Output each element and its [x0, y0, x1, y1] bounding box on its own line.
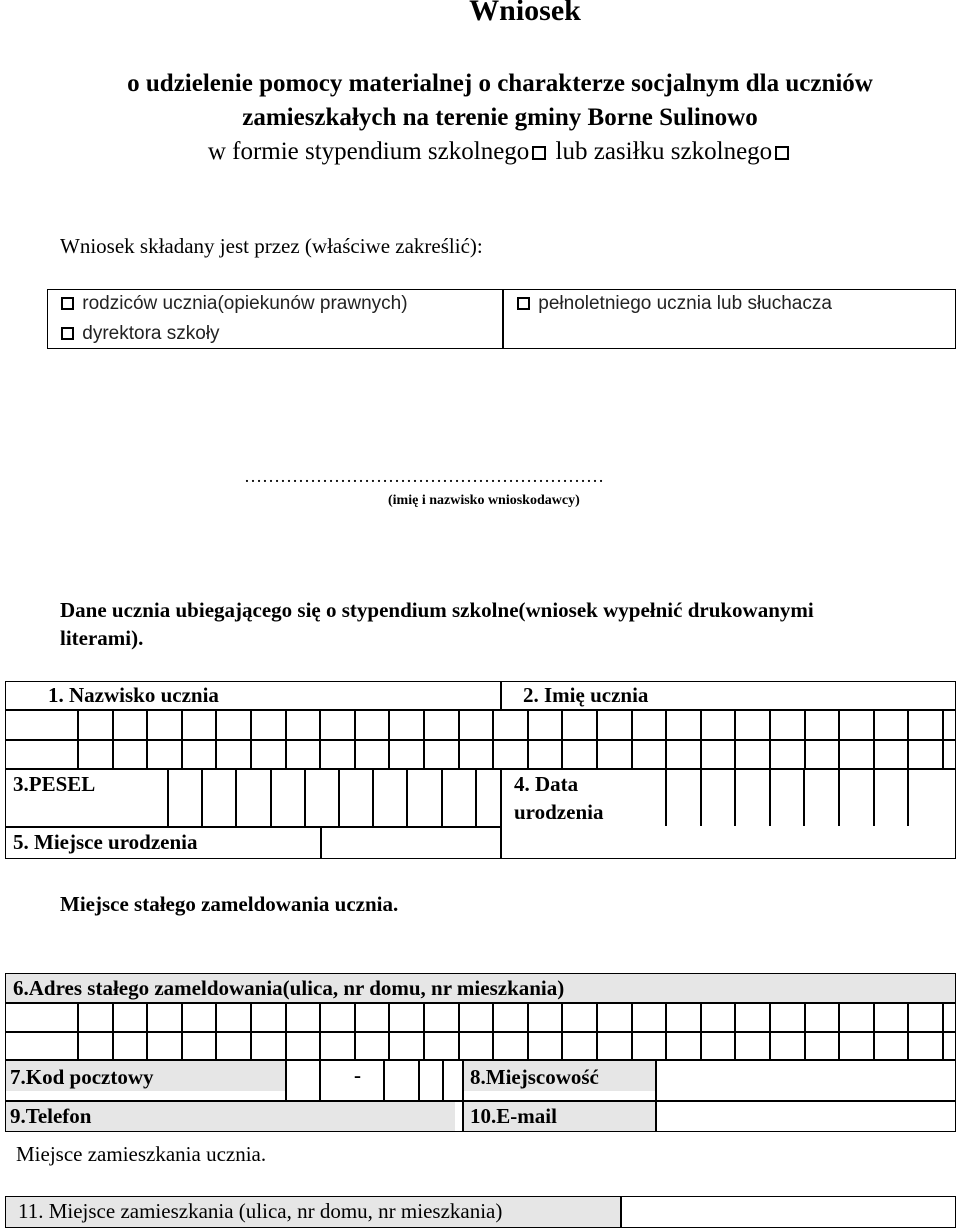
subtitle-line-2: zamieszkałych na terenie gminy Borne Sulinowo: [242, 104, 758, 131]
pesel-digit-cell[interactable]: [235, 768, 237, 826]
birthdate-digit-cell[interactable]: [838, 768, 840, 826]
name-letter-cell[interactable]: [942, 709, 944, 768]
postal-code-cell[interactable]: [285, 1060, 287, 1100]
address-letter-cell[interactable]: [354, 1002, 356, 1060]
postal-code-dash: -: [354, 1063, 361, 1087]
address-letter-cell[interactable]: [804, 1002, 806, 1060]
name-letter-cell[interactable]: [492, 709, 494, 768]
address-letter-cell[interactable]: [942, 1002, 944, 1060]
name-letter-cell[interactable]: [146, 709, 148, 768]
address-letter-cell[interactable]: [215, 1002, 217, 1060]
option-parents-label: rodziców ucznia(opiekunów prawnych): [82, 293, 408, 314]
student-section-heading-1: Dane ucznia ubiegającego się o stypendium szkolne(wniosek wypełnić drukowanymi: [60, 598, 814, 622]
subtitle-scholarship-text: w formie stypendium szkolnego: [207, 138, 530, 165]
postal-code-cell[interactable]: [442, 1060, 444, 1100]
name-letter-cell[interactable]: [804, 709, 806, 768]
option-director-label: dyrektora szkoły: [82, 323, 220, 344]
allowance-checkbox[interactable]: [775, 146, 789, 160]
email-field[interactable]: [657, 1102, 954, 1131]
option-parents[interactable]: [58, 293, 408, 315]
pesel-digit-cell[interactable]: [372, 768, 374, 826]
name-letter-cell[interactable]: [250, 709, 252, 768]
address-letter-cell[interactable]: [838, 1002, 840, 1060]
name-letter-cell[interactable]: [458, 709, 460, 768]
scholarship-checkbox[interactable]: [532, 146, 546, 160]
student-section-heading-2: literami).: [60, 626, 144, 650]
option-director[interactable]: [58, 323, 220, 345]
signature-caption: (imię i nazwisko wnioskodawcy): [388, 493, 580, 508]
name-letter-cell[interactable]: [665, 709, 667, 768]
name-letter-cell[interactable]: [181, 709, 183, 768]
pesel-digit-cell[interactable]: [201, 768, 203, 826]
address-letter-cell[interactable]: [700, 1002, 702, 1060]
name-letter-cell[interactable]: [700, 709, 702, 768]
name-letter-cell[interactable]: [734, 709, 736, 768]
address-letter-cell[interactable]: [181, 1002, 183, 1060]
birthdate-digit-cell[interactable]: [803, 768, 805, 826]
birthdate-digit-cell[interactable]: [700, 768, 702, 826]
birthdate-digit-cell[interactable]: [907, 768, 909, 826]
firstname-label: 2. Imię ucznia: [523, 683, 649, 707]
birthdate-digit-cell[interactable]: [873, 768, 875, 826]
director-checkbox[interactable]: [61, 327, 74, 340]
pesel-digit-cell[interactable]: [441, 768, 443, 826]
signature-line[interactable]: ……………………………………………………: [244, 466, 604, 486]
birthdate-digit-cell[interactable]: [665, 768, 667, 826]
name-letter-cell[interactable]: [769, 709, 771, 768]
address-letter-cell[interactable]: [561, 1002, 563, 1060]
name-letter-cell[interactable]: [873, 709, 875, 768]
postal-code-cell[interactable]: [383, 1060, 385, 1100]
option-adult-student[interactable]: [514, 293, 832, 315]
option-adult-student-label: pełnoletniego ucznia lub słuchacza: [538, 293, 832, 314]
name-letter-cell[interactable]: [77, 709, 79, 768]
parents-checkbox[interactable]: [61, 297, 74, 310]
residence-address-label: 11. Miejsce zamieszkania (ulica, nr domu, nr mieszkania): [18, 1199, 503, 1223]
address-letter-cell[interactable]: [631, 1002, 633, 1060]
address-letter-cell[interactable]: [423, 1002, 425, 1060]
address-letter-cell[interactable]: [250, 1002, 252, 1060]
birthplace-field[interactable]: [322, 828, 954, 858]
birthdate-label-1: 4. Data: [514, 772, 579, 796]
address-letter-cell[interactable]: [734, 1002, 736, 1060]
address-letter-cell[interactable]: [319, 1002, 321, 1060]
page-title: Wniosek: [469, 0, 581, 27]
pesel-digit-cell[interactable]: [406, 768, 408, 826]
pesel-label: 3.PESEL: [13, 772, 96, 796]
name-letter-cell[interactable]: [215, 709, 217, 768]
postal-code-cell[interactable]: [418, 1060, 420, 1100]
city-field[interactable]: [657, 1062, 954, 1099]
name-letter-cell[interactable]: [631, 709, 633, 768]
subtitle-allowance-text: lub zasiłku szkolnego: [555, 138, 773, 165]
pesel-digit-cell[interactable]: [270, 768, 272, 826]
pesel-digit-cell[interactable]: [475, 768, 477, 826]
phone-label: 9.Telefon: [10, 1104, 92, 1128]
birthplace-label: 5. Miejsce urodzenia: [13, 830, 198, 854]
name-letter-cell[interactable]: [596, 709, 598, 768]
name-letter-cell[interactable]: [527, 709, 529, 768]
residence-section-heading: Miejsce zamieszkania ucznia.: [16, 1142, 267, 1166]
adult-student-checkbox[interactable]: [517, 297, 530, 310]
address-letter-cell[interactable]: [458, 1002, 460, 1060]
name-letter-cell[interactable]: [907, 709, 909, 768]
name-letter-cell[interactable]: [319, 709, 321, 768]
name-letter-cell[interactable]: [423, 709, 425, 768]
name-letter-cell[interactable]: [285, 709, 287, 768]
city-label: 8.Miejscowość: [470, 1065, 599, 1089]
name-letter-cell[interactable]: [388, 709, 390, 768]
address-letter-cell[interactable]: [492, 1002, 494, 1060]
address-letter-cell[interactable]: [388, 1002, 390, 1060]
address-letter-cell[interactable]: [769, 1002, 771, 1060]
address-letter-cell[interactable]: [907, 1002, 909, 1060]
birthdate-digit-cell[interactable]: [734, 768, 736, 826]
registration-address-label: 6.Adres stałego zameldowania(ulica, nr domu, nr mieszkania): [13, 976, 565, 1000]
birthdate-digit-cell[interactable]: [769, 768, 771, 826]
address-letter-cell[interactable]: [146, 1002, 148, 1060]
birthdate-label-2: urodzenia: [514, 800, 604, 824]
applicant-type-prompt: Wniosek składany jest przez (właściwe zakreślić):: [60, 234, 483, 258]
address-letter-cell[interactable]: [77, 1002, 79, 1060]
address-letter-cell[interactable]: [873, 1002, 875, 1060]
name-letter-cell[interactable]: [354, 709, 356, 768]
postal-code-cell[interactable]: [319, 1060, 321, 1100]
pesel-digit-cell[interactable]: [338, 768, 340, 826]
surname-label: 1. Nazwisko ucznia: [48, 683, 219, 707]
postal-code-label: 7.Kod pocztowy: [10, 1065, 154, 1089]
name-letter-cell[interactable]: [561, 709, 563, 768]
address-letter-cell[interactable]: [665, 1002, 667, 1060]
subtitle-line-1: o udzielenie pomocy materialnej o charakterze socjalnym dla uczniów: [127, 70, 873, 97]
name-letter-cell[interactable]: [838, 709, 840, 768]
name-letter-cell[interactable]: [112, 709, 114, 768]
registration-section-heading: Miejsce stałego zameldowania ucznia.: [60, 892, 399, 916]
address-letter-cell[interactable]: [112, 1002, 114, 1060]
subtitle-line-3: [0, 138, 960, 166]
address-letter-cell[interactable]: [527, 1002, 529, 1060]
address-letter-cell[interactable]: [285, 1002, 287, 1060]
email-label: 10.E-mail: [470, 1104, 557, 1128]
pesel-digit-cell[interactable]: [304, 768, 306, 826]
address-letter-cell[interactable]: [596, 1002, 598, 1060]
pesel-digit-cell[interactable]: [167, 768, 169, 826]
